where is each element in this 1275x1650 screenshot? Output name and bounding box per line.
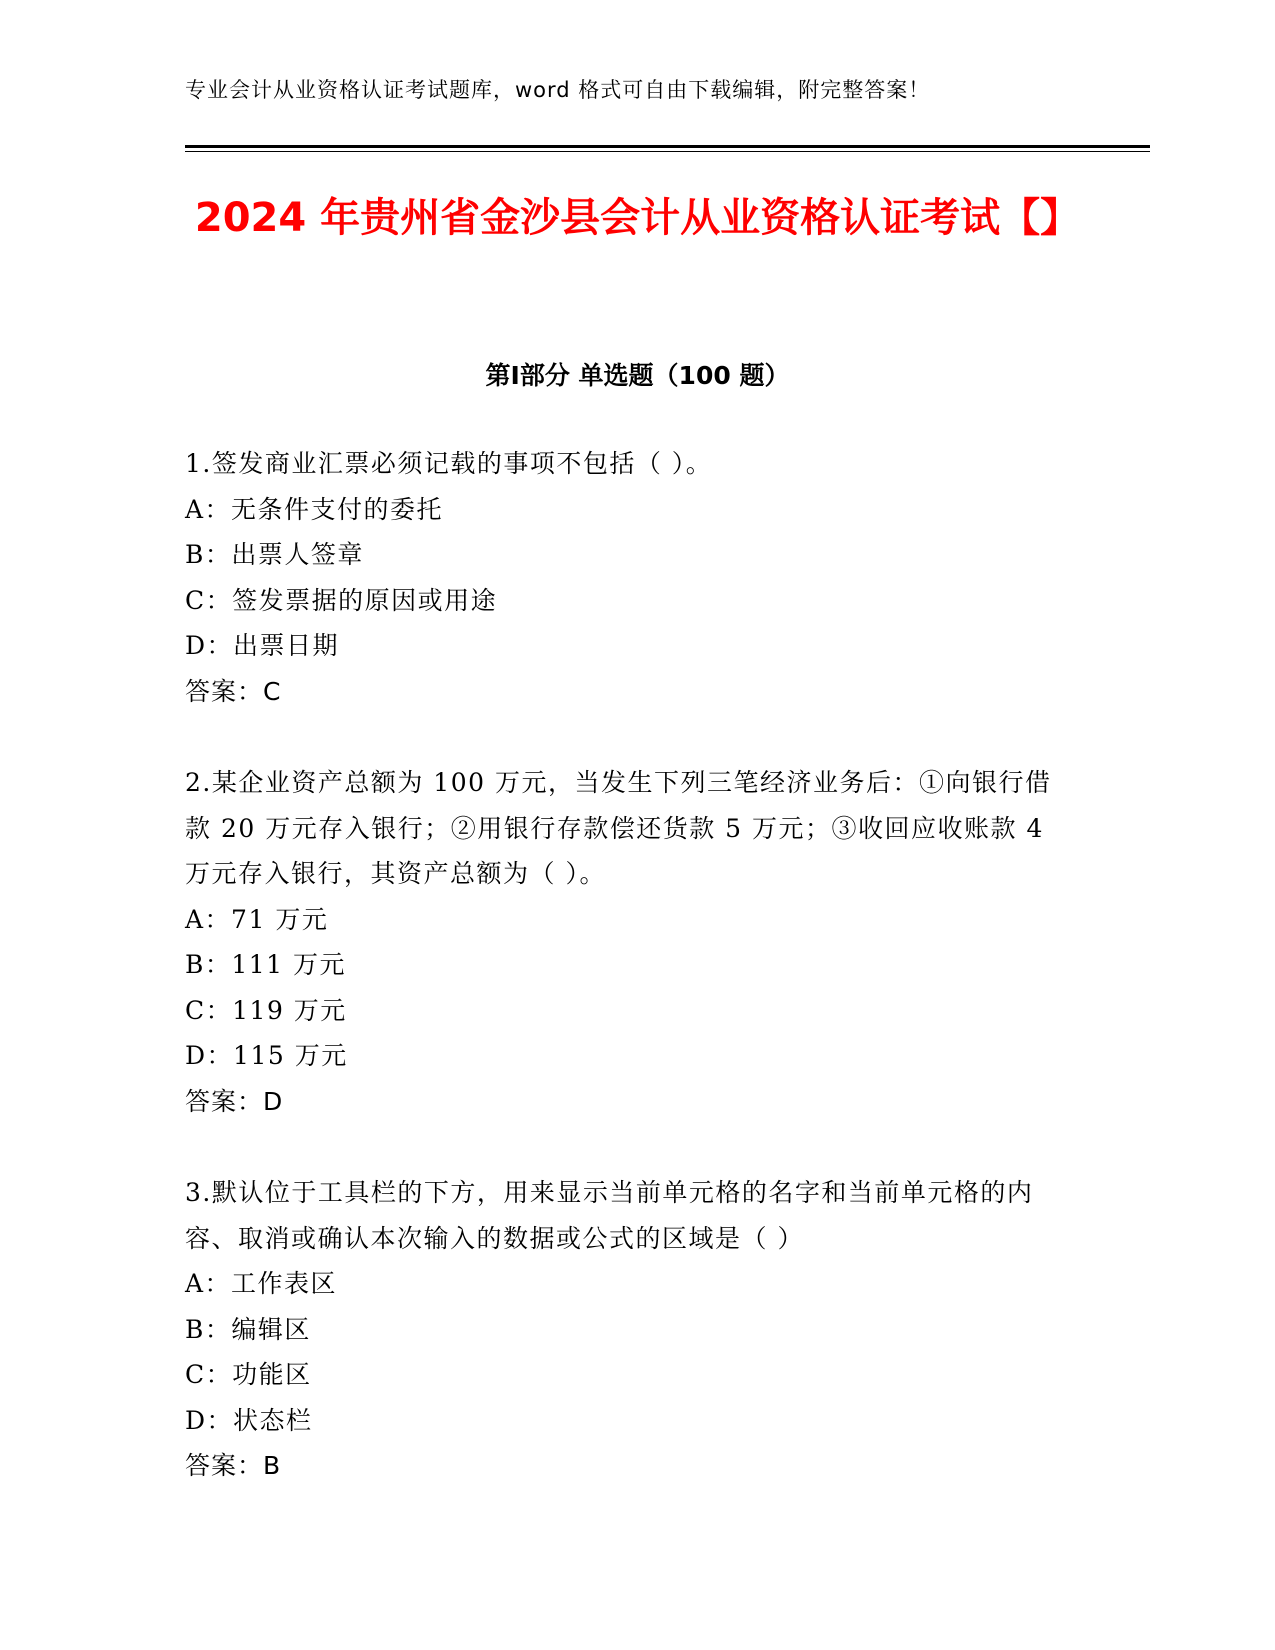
question-item (185, 441, 1075, 714)
question-list (185, 441, 1075, 1535)
option-a: A：无条件支付的委托 (185, 494, 444, 524)
answer-line: 答案：D (185, 1086, 284, 1116)
option-d: D：115 万元 (185, 1041, 348, 1070)
option-d: D：状态栏 (185, 1405, 313, 1435)
option-a: A：工作表区 (185, 1269, 338, 1298)
question-item (185, 760, 1075, 1124)
question-stem: 3.默认位于工具栏的下方，用来显示当前单元格的名字和当前单元格的内容、取消或确认本次输入的数据或公式的区域是（ ） (185, 1178, 1034, 1253)
option-c: C：功能区 (185, 1360, 312, 1389)
option-c: C：119 万元 (185, 995, 347, 1025)
option-b: B：111 万元 (185, 950, 347, 979)
option-a: A：71 万元 (185, 904, 329, 934)
header-rule-thick (185, 145, 1150, 148)
section-title: 第Ⅰ部分 单选题（100 题） (485, 361, 790, 390)
header-rule-thin (185, 151, 1150, 152)
option-b: B：出票人签章 (185, 540, 364, 569)
question-item (185, 1170, 1075, 1489)
option-b: B：编辑区 (185, 1314, 311, 1344)
document-title: 2024 年贵州省金沙县会计从业资格认证考试【】 (194, 195, 1081, 241)
header-note: 专业会计从业资格认证考试题库，word 格式可自由下载编辑，附完整答案！ (185, 78, 931, 102)
option-c: C：签发票据的原因或用途 (185, 585, 498, 615)
question-stem: 2.某企业资产总额为 100 万元，当发生下列三笔经济业务后：①向银行借款 20 万元存入银行；②用银行存款偿还货款 5 万元；③收回应收账款 4 万元存入银行，其资产总额为（ ）。 (185, 768, 1052, 888)
option-d: D：出票日期 (185, 631, 340, 660)
answer-line: 答案：C (185, 676, 282, 706)
question-stem: 1.签发商业汇票必须记载的事项不包括（ ）。 (185, 449, 713, 478)
answer-line: 答案：B (185, 1451, 282, 1480)
